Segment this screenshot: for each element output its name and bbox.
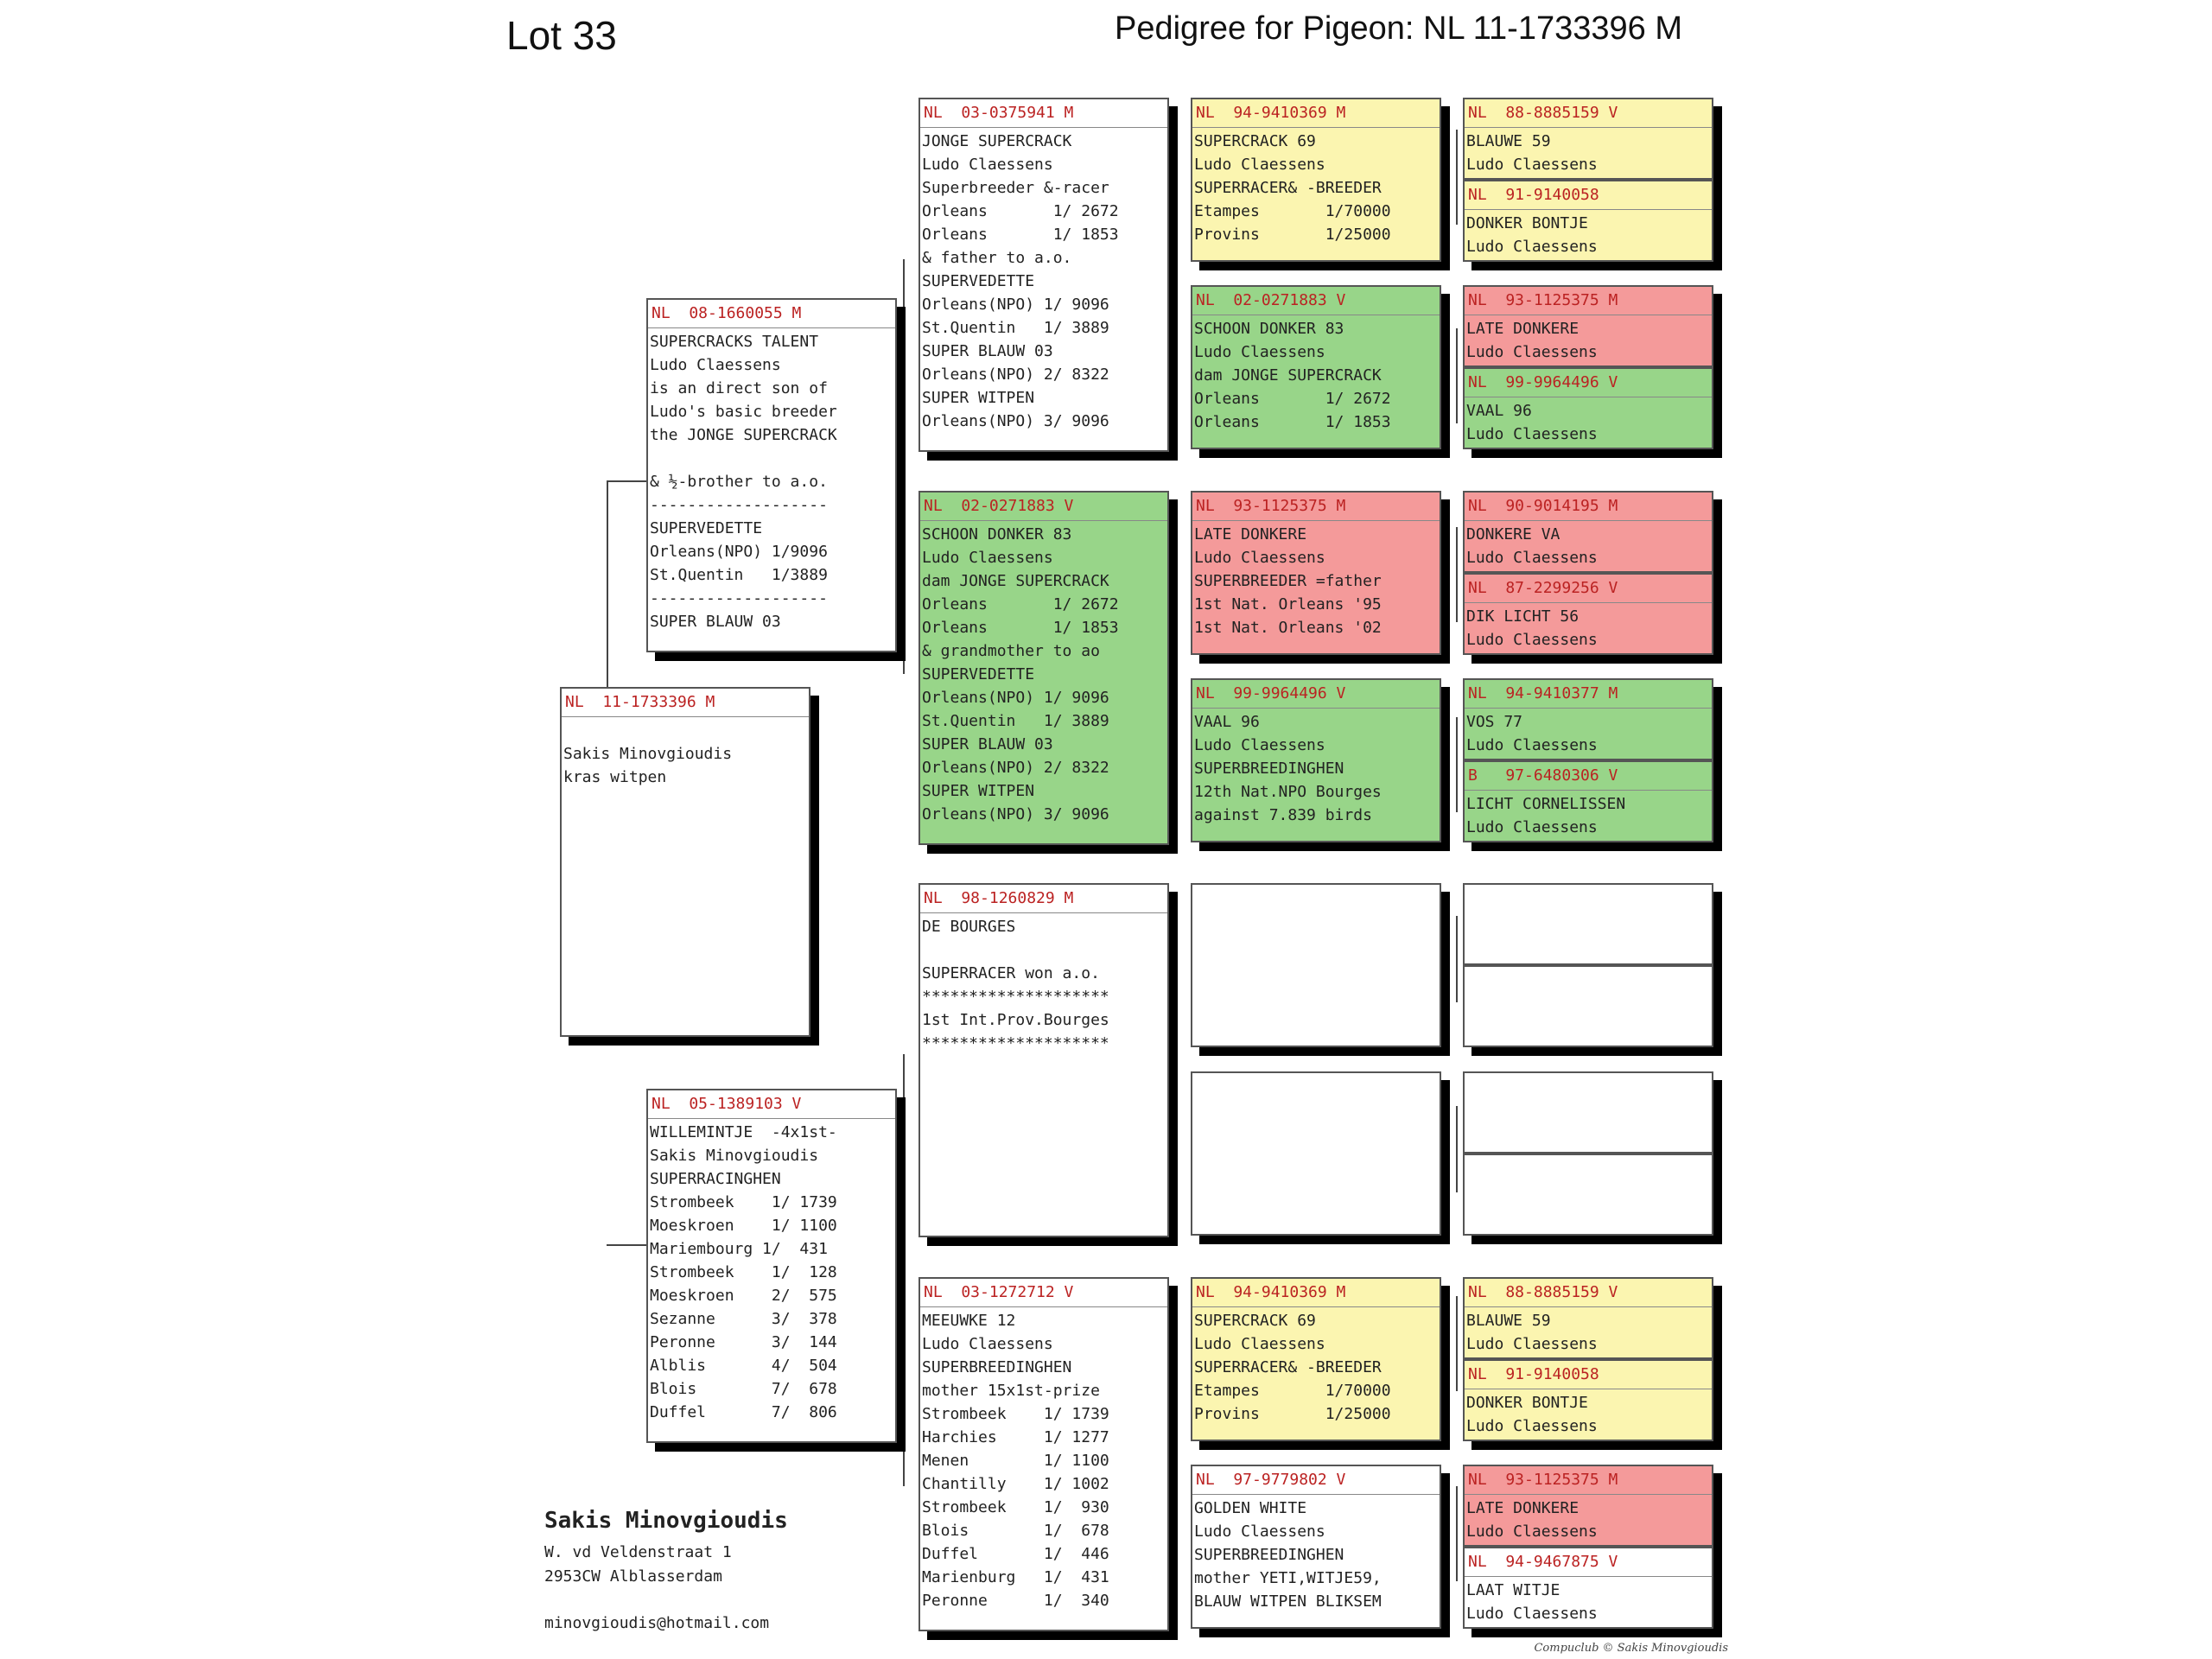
pedigree-line: Ludo Claessens	[650, 356, 781, 374]
pedigree-line: Superbreeder &-racer	[922, 179, 1109, 197]
pedigree-line: Mariembourg 1/ 431	[650, 1240, 828, 1258]
pigeon-name: LATE DONKERE	[1466, 1499, 1580, 1517]
ring-number: NL 99-9964496 V	[1465, 369, 1712, 397]
pedigree-line: SUPERBREEDINGHEN	[1194, 1546, 1344, 1564]
pigeon-name: SCHOON DONKER 83	[1194, 320, 1344, 338]
pedigree-line: SUPERRACER& -BREEDER	[1194, 179, 1382, 197]
connector-line	[607, 1244, 646, 1246]
connector-line	[903, 1054, 905, 1486]
pedigree-line: SUPERBREEDER =father	[1194, 572, 1382, 590]
pigeon-name: VAAL 96	[1466, 402, 1532, 420]
connector-line	[1456, 527, 1458, 622]
connector-line	[1456, 1106, 1458, 1192]
pedigree-line: -------------------	[650, 496, 828, 514]
page-title: Pedigree for Pigeon: NL 11-1733396 M	[1115, 10, 1682, 47]
ring-number: NL 90-9014195 M	[1465, 493, 1712, 521]
pedigree-line: Harchies 1/ 1277	[922, 1428, 1109, 1446]
pedigree-line: Ludo Claessens	[1466, 1417, 1598, 1435]
pedigree-line: Ludo Claessens	[1466, 156, 1598, 174]
pigeon-name: DONKER BONTJE	[1466, 214, 1588, 232]
gen5-card[interactable]	[1463, 1359, 1713, 1441]
pigeon-name: JONGE SUPERCRACK	[922, 132, 1072, 150]
pedigree-line: SUPERRACINGHEN	[650, 1170, 781, 1188]
ring-number: NL 88-8885159 V	[1465, 99, 1712, 128]
pigeon-name: VOS 77	[1466, 713, 1523, 731]
pedigree-line: Etampes 1/70000	[1194, 202, 1391, 220]
pedigree-line: Ludo Claessens	[1466, 1522, 1598, 1541]
pedigree-line: Ludo Claessens	[1466, 1605, 1598, 1623]
pigeon-name: LATE DONKERE	[1194, 525, 1307, 543]
pedigree-line: mother 15x1st-prize	[922, 1382, 1100, 1400]
gen5-card[interactable]	[1463, 760, 1713, 842]
pedigree-line: Strombeek 1/ 1739	[922, 1405, 1109, 1423]
pedigree-line: BLAUW WITPEN BLIKSEM	[1194, 1592, 1382, 1611]
owner-city: 2953CW Alblasserdam	[544, 1567, 722, 1586]
ring-number: NL 93-1125375 M	[1465, 1466, 1712, 1495]
footer-credit: Compuclub © Sakis Minovgioudis	[1534, 1642, 1728, 1655]
pedigree-line: Ludo Claessens	[1466, 425, 1598, 443]
pedigree-line: Ludo Claessens	[1194, 549, 1325, 567]
gen5-card[interactable]	[1463, 883, 1713, 965]
pedigree-line: Orleans(NPO) 1/ 9096	[922, 689, 1109, 707]
pedigree-line: Moeskroen 1/ 1100	[650, 1217, 837, 1235]
gen5-card[interactable]	[1463, 1277, 1713, 1359]
gen5-card[interactable]	[1463, 491, 1713, 573]
pedigree-line: Ludo Claessens	[922, 549, 1053, 567]
pedigree-line: & father to a.o.	[922, 249, 1072, 267]
pedigree-line: against 7.839 birds	[1194, 806, 1372, 824]
gen4-card[interactable]	[1191, 883, 1441, 1047]
pedigree-line: SUPER BLAUW 03	[922, 735, 1053, 753]
pedigree-line: Orleans(NPO) 2/ 8322	[922, 759, 1109, 777]
gen4-card[interactable]	[1191, 1277, 1441, 1441]
pedigree-line: 1st Int.Prov.Bourges	[922, 1011, 1109, 1029]
pedigree-line	[922, 938, 1166, 962]
ring-number: NL 91-9140058	[1465, 181, 1712, 210]
pedigree-line: is an direct son of	[650, 379, 828, 397]
subject-pigeon-card[interactable]	[560, 687, 810, 1037]
ring-number: NL 94-9467875 V	[1465, 1548, 1712, 1577]
pedigree-line: Ludo Claessens	[1466, 818, 1598, 836]
pedigree-line: ********************	[922, 988, 1109, 1006]
connector-line	[1456, 717, 1458, 812]
pedigree-line: Ludo Claessens	[1194, 1335, 1325, 1353]
pedigree-line: St.Quentin 1/ 3889	[922, 712, 1109, 730]
ring-number: NL 94-9410369 M	[1192, 1279, 1440, 1307]
pedigree-line: SUPER BLAUW 03	[922, 342, 1053, 360]
pigeon-name: SUPERCRACK 69	[1194, 132, 1316, 150]
pedigree-line: Ludo Claessens	[1194, 156, 1325, 174]
connector-line	[607, 480, 646, 482]
pedigree-line: the JONGE SUPERCRACK	[650, 426, 837, 444]
ring-number: NL 98-1260829 M	[920, 885, 1167, 913]
gen5-card[interactable]	[1463, 98, 1713, 180]
pedigree-line: Orleans 1/ 2672	[1194, 390, 1391, 408]
pedigree-line: Provins 1/25000	[1194, 226, 1391, 244]
pedigree-line: SUPERBREEDINGHEN	[922, 1358, 1072, 1376]
connector-line	[1456, 1296, 1458, 1391]
pigeon-name: LICHT CORNELISSEN	[1466, 795, 1626, 813]
pedigree-line: mother YETI,WITJE59,	[1194, 1569, 1382, 1587]
pedigree-line: Blois 1/ 678	[922, 1522, 1109, 1540]
dam-card[interactable]	[646, 1089, 897, 1443]
pedigree-line: Etampes 1/70000	[1194, 1382, 1391, 1400]
ring-number: NL 94-9410369 M	[1192, 99, 1440, 128]
connector-line	[1175, 553, 1177, 812]
pedigree-line: SUPER WITPEN	[922, 389, 1035, 407]
connector-line	[1175, 173, 1177, 458]
pedigree-line: Duffel 7/ 806	[650, 1403, 837, 1421]
ring-number: NL 93-1125375 M	[1465, 287, 1712, 315]
ring-number: NL 87-2299256 V	[1465, 575, 1712, 603]
ring-number: NL 88-8885159 V	[1465, 1279, 1712, 1307]
pedigree-line: & grandmother to ao	[922, 642, 1100, 660]
gen4-card[interactable]	[1191, 285, 1441, 449]
pedigree-line: St.Quentin 1/ 3889	[922, 319, 1109, 337]
pedigree-line: Ludo Claessens	[1466, 736, 1598, 754]
pedigree-line: Sakis Minovgioudis	[563, 745, 733, 763]
pedigree-line: Sakis Minovgioudis	[650, 1147, 819, 1165]
pigeon-name: LATE DONKERE	[1466, 320, 1580, 338]
pedigree-line: Orleans(NPO) 1/9096	[650, 543, 828, 561]
gen4-card[interactable]	[1191, 1465, 1441, 1629]
pigeon-name: SCHOON DONKER 83	[922, 525, 1072, 543]
pigeon-name: BLAUWE 59	[1466, 1312, 1551, 1330]
pedigree-line: 12th Nat.NPO Bourges	[1194, 783, 1382, 801]
pedigree-line: Strombeek 1/ 128	[650, 1263, 837, 1281]
pedigree-line: Orleans 1/ 2672	[922, 202, 1119, 220]
pedigree-line: Moeskroen 2/ 575	[650, 1287, 837, 1305]
pedigree-line: Peronne 3/ 144	[650, 1333, 837, 1351]
pigeon-name: SUPERCRACK 69	[1194, 1312, 1316, 1330]
pedigree-line: Ludo Claessens	[1194, 343, 1325, 361]
gen5-card[interactable]	[1463, 573, 1713, 655]
pedigree-line: kras witpen	[563, 768, 667, 786]
gen5-card[interactable]	[1463, 965, 1713, 1047]
pedigree-line: Orleans(NPO) 1/ 9096	[922, 296, 1109, 314]
connector-line	[1175, 976, 1177, 1175]
gen4-card[interactable]	[1191, 98, 1441, 262]
gen3-card[interactable]	[918, 883, 1169, 1237]
sire-card[interactable]	[646, 298, 897, 652]
gen3-card[interactable]	[918, 491, 1169, 845]
gen5-card[interactable]	[1463, 367, 1713, 449]
gen5-card[interactable]	[1463, 285, 1713, 367]
gen4-card[interactable]	[1191, 1071, 1441, 1236]
pigeon-name: BLAUWE 59	[1466, 132, 1551, 150]
gen5-card[interactable]	[1463, 1465, 1713, 1547]
connector-line	[903, 259, 905, 674]
ring-number: NL 03-0375941 M	[920, 99, 1167, 128]
gen3-card[interactable]	[918, 98, 1169, 452]
pedigree-line: Orleans 1/ 1853	[922, 619, 1119, 637]
pedigree-line: SUPERRACER& -BREEDER	[1194, 1358, 1382, 1376]
pedigree-line: Ludo Claessens	[1194, 1522, 1325, 1541]
pedigree-line: Ludo Claessens	[1466, 1335, 1598, 1353]
pedigree-line: SUPER WITPEN	[922, 782, 1035, 800]
pigeon-name: SUPERCRACKS TALENT	[650, 333, 819, 351]
pedigree-line: Ludo Claessens	[1466, 549, 1598, 567]
pedigree-line: & ½-brother to a.o.	[650, 473, 828, 491]
pigeon-name: DONKER BONTJE	[1466, 1394, 1588, 1412]
pedigree-line: Peronne 1/ 340	[922, 1592, 1109, 1610]
owner-street: W. vd Veldenstraat 1	[544, 1543, 732, 1561]
pedigree-line: ********************	[922, 1034, 1109, 1052]
pedigree-line: Duffel 1/ 446	[922, 1545, 1109, 1563]
pedigree-line: 1st Nat. Orleans '02	[1194, 619, 1382, 637]
ring-number: NL 05-1389103 V	[648, 1090, 895, 1119]
connector-line	[1175, 1348, 1177, 1607]
ring-number: NL 08-1660055 M	[648, 300, 895, 328]
ring-number: NL 02-0271883 V	[1192, 287, 1440, 315]
gen5-card[interactable]	[1463, 678, 1713, 760]
owner-name: Sakis Minovgioudis	[544, 1508, 788, 1534]
ring-number: NL 02-0271883 V	[920, 493, 1167, 521]
pedigree-line: Sezanne 3/ 378	[650, 1310, 837, 1328]
pedigree-line: Ludo Claessens	[922, 156, 1053, 174]
ring-number: NL 99-9964496 V	[1192, 680, 1440, 709]
pigeon-name: WILLEMINTJE -4x1st-	[650, 1123, 837, 1141]
pedigree-line: Orleans 1/ 1853	[1194, 413, 1391, 431]
pedigree-line: Ludo Claessens	[922, 1335, 1053, 1353]
ring-number: NL 03-1272712 V	[920, 1279, 1167, 1307]
pedigree-line: SUPERVEDETTE	[650, 519, 763, 537]
owner-email[interactable]: minovgioudis@hotmail.com	[544, 1614, 770, 1632]
pedigree-line: Ludo Claessens	[1466, 343, 1598, 361]
pigeon-name: GOLDEN WHITE	[1194, 1499, 1307, 1517]
gen5-card[interactable]	[1463, 1154, 1713, 1236]
pedigree-line: SUPERBREEDINGHEN	[1194, 760, 1344, 778]
pedigree-line: -------------------	[650, 589, 828, 607]
ring-number: NL 93-1125375 M	[1192, 493, 1440, 521]
pedigree-line: dam JONGE SUPERCRACK	[922, 572, 1109, 590]
connector-line	[1456, 1486, 1458, 1581]
pedigree-line: Alblis 4/ 504	[650, 1357, 837, 1375]
pedigree-line: Strombeek 1/ 930	[922, 1498, 1109, 1516]
pedigree-line: Chantilly 1/ 1002	[922, 1475, 1109, 1493]
pigeon-name: MEEUWKE 12	[922, 1312, 1016, 1330]
pedigree-line	[650, 447, 893, 470]
pedigree-line: dam JONGE SUPERCRACK	[1194, 366, 1382, 385]
ring-number: NL 91-9140058	[1465, 1361, 1712, 1389]
pedigree-line: Orleans 1/ 2672	[922, 595, 1119, 613]
gen3-card[interactable]	[918, 1277, 1169, 1631]
gen4-card[interactable]	[1191, 491, 1441, 655]
gen5-card[interactable]	[1463, 1071, 1713, 1154]
pedigree-line: SUPERVEDETTE	[922, 272, 1035, 290]
pedigree-line: Ludo Claessens	[1466, 238, 1598, 256]
pedigree-line: St.Quentin 1/3889	[650, 566, 828, 584]
pigeon-name	[563, 719, 807, 742]
lot-number: Lot 33	[506, 13, 617, 58]
pedigree-line: 1st Nat. Orleans '95	[1194, 595, 1382, 613]
pigeon-name: DIK LICHT 56	[1466, 607, 1580, 626]
pedigree-line: Provins 1/25000	[1194, 1405, 1391, 1423]
pedigree-line: Ludo's basic breeder	[650, 403, 837, 421]
pigeon-name: DONKERE VA	[1466, 525, 1560, 543]
pigeon-name: LAAT WITJE	[1466, 1581, 1560, 1599]
connector-line	[1456, 916, 1458, 1002]
pedigree-line: SUPERRACER won a.o.	[922, 964, 1100, 982]
pedigree-line: Orleans(NPO) 3/ 9096	[922, 412, 1109, 430]
connector-line	[1456, 130, 1458, 225]
ring-number: NL 94-9410377 M	[1465, 680, 1712, 709]
pedigree-line: Strombeek 1/ 1739	[650, 1193, 837, 1211]
pedigree-line: Blois 7/ 678	[650, 1380, 837, 1398]
pedigree-line: Orleans(NPO) 3/ 9096	[922, 805, 1109, 823]
ring-number: NL 11-1733396 M	[562, 689, 809, 717]
pedigree-line: Ludo Claessens	[1194, 736, 1325, 754]
pedigree-line: Orleans(NPO) 2/ 8322	[922, 365, 1109, 384]
pedigree-line: SUPER BLAUW 03	[650, 613, 781, 631]
pigeon-name: VAAL 96	[1194, 713, 1260, 731]
ring-number: B 97-6480306 V	[1465, 762, 1712, 791]
ring-number: NL 97-9779802 V	[1192, 1466, 1440, 1495]
pedigree-line: Marienburg 1/ 431	[922, 1568, 1109, 1586]
pedigree-line: SUPERVEDETTE	[922, 665, 1035, 683]
connector-line	[1456, 328, 1458, 423]
gen4-card[interactable]	[1191, 678, 1441, 842]
gen5-card[interactable]	[1463, 180, 1713, 262]
pigeon-name: DE BOURGES	[922, 918, 1016, 936]
pedigree-line: Orleans 1/ 1853	[922, 226, 1119, 244]
pedigree-line: Ludo Claessens	[1466, 631, 1598, 649]
gen5-card[interactable]	[1463, 1547, 1713, 1629]
pedigree-line: Menen 1/ 1100	[922, 1452, 1109, 1470]
